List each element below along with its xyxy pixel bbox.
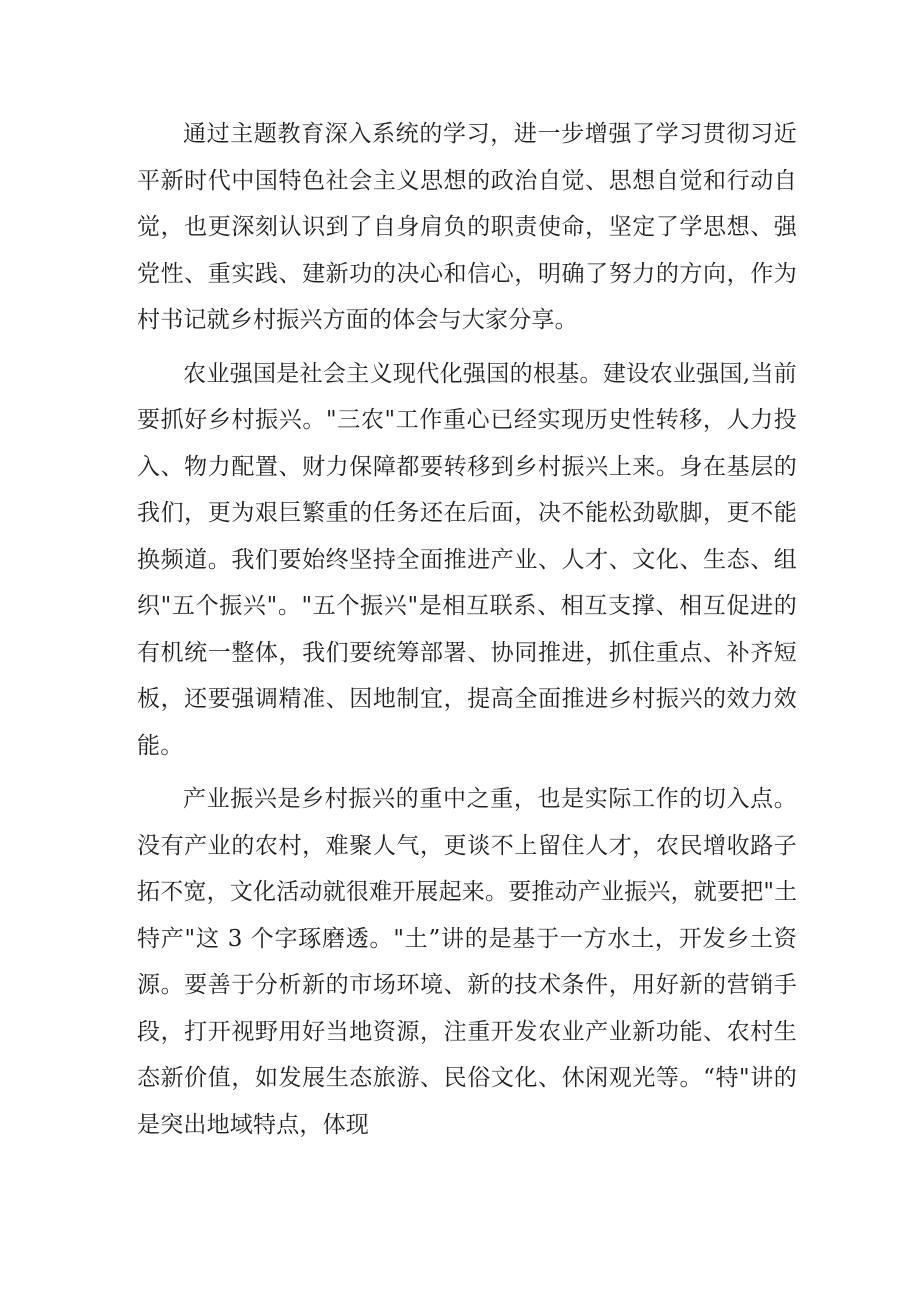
text-line: 板，还要强调精准、因地制宜，提高全面推进乡村振兴的效力效 (137, 686, 797, 712)
paragraph-3 (137, 776, 797, 1148)
text-line: 产业振兴是乡村振兴的重中之重，也是实际工作的切入点。 (183, 786, 797, 812)
text-line: 我们，更为艰巨繁重的任务还在后面，决不能松劲歇脚，更不能 (137, 500, 797, 526)
paragraph-1 (137, 111, 797, 344)
text-line: 态新价值，如发展生态旅游、民俗文化、休闲观光等。“特"讲的 (137, 1065, 797, 1091)
text-line: 特产"这 3 个字琢磨透。"土”讲的是基于一方水土，开发乡土资 (137, 925, 797, 952)
text-line: 能。 (137, 732, 184, 759)
text-line: 村书记就乡村振兴方面的体会与大家分享。 (137, 307, 578, 333)
text-line: 拓不宽，文化活动就很难开展起来。要推动产业振兴，就要把"土 (137, 879, 798, 905)
text-line: 没有产业的农村，难聚人气，更谈不上留住人才，农民增收路子 (137, 832, 797, 859)
document-body (137, 111, 797, 1148)
text-line: 段，打开视野用好当地资源，注重开发农业产业新功能、农村生 (137, 1018, 797, 1045)
text-line: 是突出地域特点，体现 (137, 1111, 369, 1138)
text-line: 织"五个振兴"。"五个振兴"是相互联系、相互支撑、相互促进的 (137, 593, 797, 619)
text-line: 农业强国是社会主义现代化强国的根基。建设农业强国,当前 (183, 360, 797, 387)
text-line: 源。要善于分析新的市场环境、新的技术条件，用好新的营销手 (137, 972, 797, 998)
text-line: 有机统一整体，我们要统筹部署、协同推进，抓住重点、补齐短 (137, 639, 797, 666)
text-line: 党性、重实践、建新功的决心和信心，明确了努力的方向，作为 (137, 260, 797, 287)
text-line: 平新时代中国特色社会主义思想的政治自觉、思想自觉和行动自 (137, 167, 797, 194)
text-line: 要抓好乡村振兴。"三农"工作重心已经实现历史性转移，人力投 (137, 407, 797, 433)
paragraph-2 (137, 351, 797, 770)
text-line: 换频道。我们要始终坚持全面推进产业、人才、文化、生态、组 (137, 546, 797, 573)
text-line: 入、物力配置、财力保障都要转移到乡村振兴上来。身在基层的 (137, 453, 797, 480)
text-line: 觉，也更深刻认识到了自身肩负的职责使命，坚定了学思想、强 (137, 214, 797, 240)
text-line: 通过主题教育深入系统的学习，进一步增强了学习贯彻习近 (183, 121, 797, 147)
